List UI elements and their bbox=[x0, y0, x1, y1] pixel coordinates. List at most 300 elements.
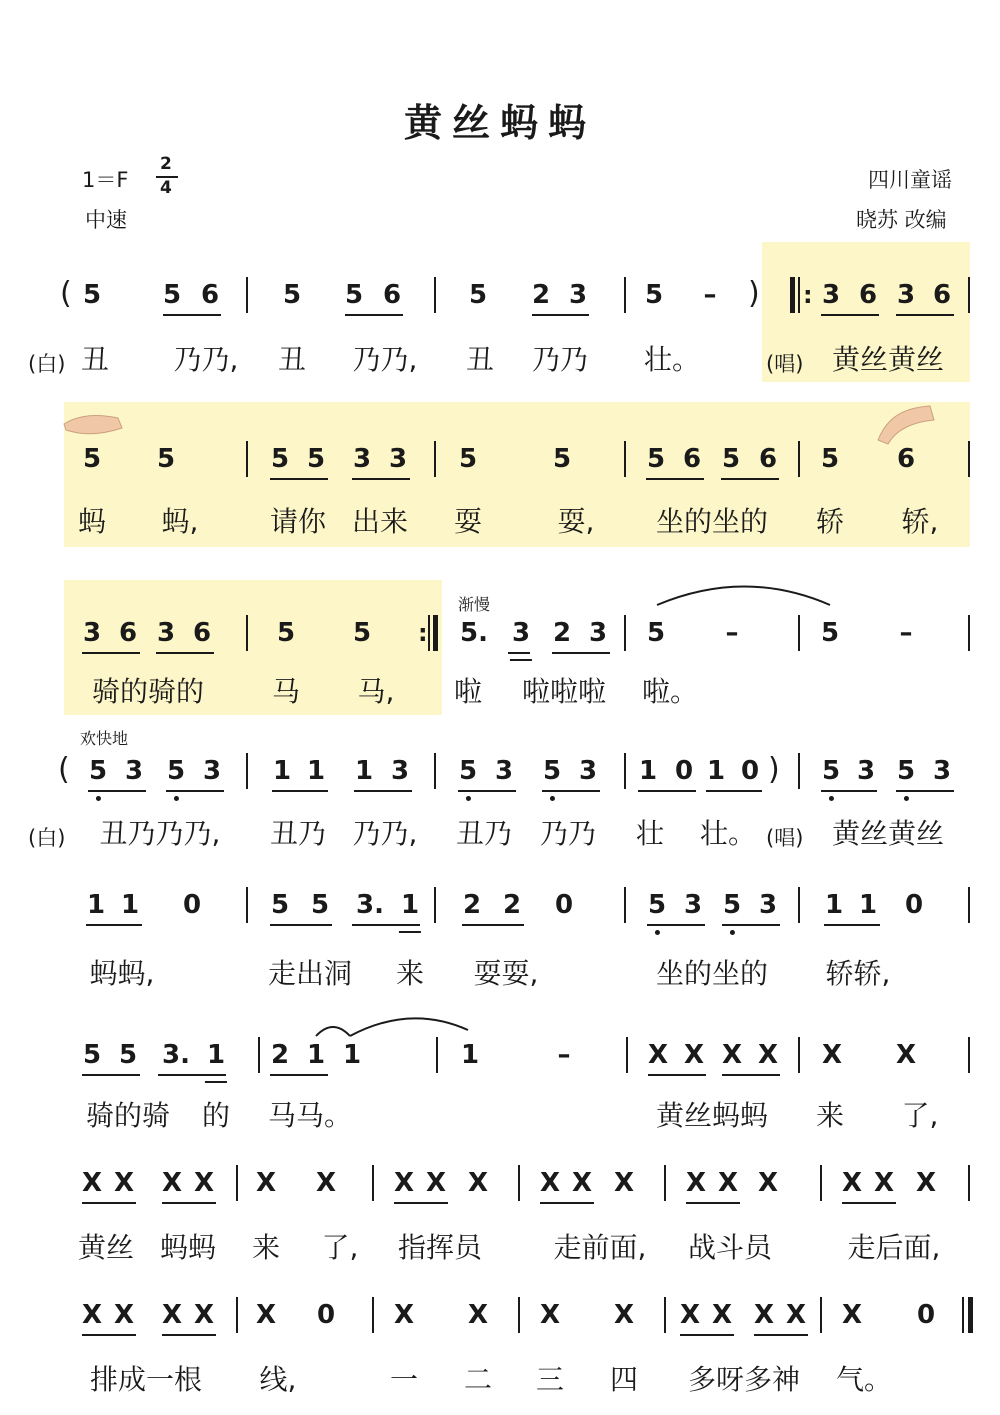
note: 3 bbox=[758, 890, 778, 920]
note: 3 bbox=[821, 280, 841, 310]
note: 5 bbox=[306, 444, 326, 474]
note: 1 bbox=[207, 1040, 225, 1070]
rhythm-x: X bbox=[717, 1168, 739, 1198]
notation-row bbox=[0, 890, 1000, 930]
rhythm-x: X bbox=[193, 1300, 215, 1330]
note: 5 bbox=[276, 618, 296, 648]
rhythm-x: X bbox=[81, 1168, 103, 1198]
lyric: 来 bbox=[815, 1099, 845, 1132]
note: 3 bbox=[856, 756, 876, 786]
note: 1 bbox=[120, 890, 140, 920]
rhythm-x: X bbox=[821, 1040, 843, 1070]
rhythm-x: X bbox=[683, 1040, 705, 1070]
lyric: 黄丝黄丝 bbox=[832, 343, 945, 376]
double-underline bbox=[510, 659, 532, 661]
note: 5 bbox=[352, 618, 372, 648]
beam bbox=[680, 1334, 734, 1336]
barline bbox=[372, 1165, 374, 1201]
barline bbox=[372, 1297, 374, 1333]
barline bbox=[968, 1037, 970, 1073]
lyric: 出来 bbox=[351, 505, 409, 538]
barline bbox=[820, 1297, 822, 1333]
notation-row bbox=[0, 444, 1000, 484]
tempo-mark-gradual-slow: 渐慢 bbox=[458, 595, 491, 614]
lyric-row bbox=[0, 1100, 1000, 1140]
time-signature-bottom: 4 bbox=[160, 178, 172, 198]
close-paren: ) bbox=[748, 276, 760, 311]
note: 1 bbox=[858, 890, 878, 920]
note: 5 bbox=[282, 280, 302, 310]
note: 5 bbox=[552, 444, 572, 474]
note: 6 bbox=[118, 618, 138, 648]
beam bbox=[162, 1202, 216, 1204]
beam bbox=[821, 314, 879, 316]
beam bbox=[352, 478, 410, 480]
lyric: 马 bbox=[271, 675, 301, 708]
note: 3 bbox=[202, 756, 222, 786]
beam bbox=[821, 790, 877, 792]
rhythm-x: X bbox=[685, 1168, 707, 1198]
beam bbox=[540, 1202, 594, 1204]
barline bbox=[246, 615, 248, 651]
notation-row bbox=[0, 618, 1000, 658]
barline bbox=[434, 277, 436, 313]
beam bbox=[896, 790, 954, 792]
lyric: 壮。 bbox=[699, 817, 757, 850]
lyric: 丑 bbox=[80, 343, 110, 376]
key-signature: 1＝F bbox=[82, 168, 129, 192]
beam bbox=[270, 1074, 328, 1076]
rhythm-x: X bbox=[711, 1300, 733, 1330]
lyric: 马马。 bbox=[267, 1099, 353, 1132]
lyric: 耍, bbox=[557, 505, 595, 538]
beam bbox=[462, 924, 524, 926]
note: 5 bbox=[646, 444, 666, 474]
lyric: 耍 bbox=[453, 505, 483, 538]
lyric: 一 bbox=[389, 1363, 419, 1396]
barline bbox=[624, 887, 626, 923]
beam bbox=[754, 1334, 808, 1336]
note: 3 bbox=[388, 444, 408, 474]
lyric: 啦 bbox=[453, 675, 483, 708]
lyric: 战斗员 bbox=[687, 1231, 773, 1264]
lyric: 耍耍, bbox=[473, 957, 539, 990]
lyric: 来 bbox=[251, 1231, 281, 1264]
barline bbox=[798, 615, 800, 651]
beam bbox=[532, 314, 589, 316]
notation-row bbox=[0, 1168, 1000, 1208]
rhythm-x: X bbox=[613, 1168, 635, 1198]
double-underline bbox=[399, 931, 421, 933]
rhythm-x: X bbox=[571, 1168, 593, 1198]
barline bbox=[664, 1297, 666, 1333]
lyric: 马, bbox=[357, 675, 395, 708]
beam bbox=[166, 790, 224, 792]
beam bbox=[163, 314, 221, 316]
note: 6 bbox=[758, 444, 778, 474]
beam bbox=[88, 790, 146, 792]
rhythm-x: X bbox=[841, 1300, 863, 1330]
barline bbox=[434, 753, 436, 789]
rhythm-x: X bbox=[81, 1300, 103, 1330]
pointing-hand-right bbox=[878, 406, 934, 444]
beam bbox=[158, 1074, 226, 1076]
note: 5 bbox=[723, 890, 741, 920]
repeat-barline bbox=[790, 277, 795, 313]
open-paren: ( bbox=[60, 276, 72, 311]
note: 5 bbox=[646, 618, 666, 648]
beam bbox=[722, 924, 780, 926]
lyric: 来 bbox=[395, 957, 425, 990]
lyric: 四 bbox=[609, 1363, 639, 1396]
dash: – bbox=[725, 618, 739, 648]
barline bbox=[798, 753, 800, 789]
lyric: 轿, bbox=[901, 505, 939, 538]
lyric: 啦。 bbox=[641, 675, 699, 708]
rhythm-x: X bbox=[255, 1300, 277, 1330]
note: 5 bbox=[156, 444, 176, 474]
lyric: 蚂蚂 bbox=[159, 1231, 217, 1264]
rhythm-x: X bbox=[753, 1300, 775, 1330]
repeat-barline bbox=[433, 615, 438, 651]
lyric: 黄丝 bbox=[77, 1231, 135, 1264]
note: 5 bbox=[644, 280, 664, 310]
barline bbox=[246, 887, 248, 923]
barline bbox=[434, 441, 436, 477]
barline bbox=[246, 753, 248, 789]
rhythm-x: X bbox=[757, 1168, 779, 1198]
lyric: 走出洞 bbox=[267, 957, 353, 990]
rhythm-x: X bbox=[467, 1168, 489, 1198]
lyric: 指挥员 bbox=[397, 1231, 483, 1264]
barline bbox=[518, 1297, 520, 1333]
note: 0 bbox=[674, 756, 694, 786]
rhythm-x: X bbox=[113, 1300, 135, 1330]
note: 2 bbox=[531, 280, 551, 310]
note: 5 bbox=[458, 444, 478, 474]
note: 6 bbox=[192, 618, 212, 648]
dash: – bbox=[899, 618, 913, 648]
spoken-label: (白) bbox=[28, 826, 66, 850]
lyric: 的 bbox=[201, 1099, 231, 1132]
beam bbox=[508, 652, 530, 654]
tempo-label: 中速 bbox=[85, 208, 127, 232]
note: 3 bbox=[82, 618, 102, 648]
open-paren: ( bbox=[58, 752, 70, 787]
note: 6 bbox=[682, 444, 702, 474]
repeat-barline bbox=[428, 615, 430, 651]
lyric: 蚂 bbox=[77, 505, 107, 538]
lyric: 乃乃 bbox=[531, 343, 589, 376]
rhythm-x: X bbox=[161, 1168, 183, 1198]
barline bbox=[968, 887, 970, 923]
beam bbox=[824, 924, 880, 926]
sung-label: (唱) bbox=[766, 826, 804, 850]
note: 1 bbox=[638, 756, 658, 786]
note: 5 bbox=[822, 756, 840, 786]
pointing-hand-left bbox=[64, 416, 122, 434]
rhythm-x: X bbox=[393, 1300, 415, 1330]
rhythm-x: X bbox=[425, 1168, 447, 1198]
rhythm-x: X bbox=[895, 1040, 917, 1070]
rhythm-x: X bbox=[539, 1168, 561, 1198]
note: 5 bbox=[82, 1040, 102, 1070]
note: 6 bbox=[932, 280, 952, 310]
rhythm-x: X bbox=[785, 1300, 807, 1330]
beam bbox=[82, 1202, 136, 1204]
lyric-row bbox=[0, 344, 1000, 384]
barline bbox=[246, 441, 248, 477]
lyric: 骑的骑 bbox=[85, 1099, 171, 1132]
rhythm-x: X bbox=[721, 1040, 743, 1070]
barline bbox=[968, 277, 970, 313]
beam bbox=[270, 478, 328, 480]
beam bbox=[354, 790, 412, 792]
note: 3. bbox=[356, 890, 384, 920]
note: 3 bbox=[683, 890, 703, 920]
note: 3 bbox=[124, 756, 144, 786]
beam bbox=[86, 924, 142, 926]
note: 1 bbox=[306, 1040, 326, 1070]
lyric: 三 bbox=[535, 1363, 565, 1396]
note: 5 bbox=[468, 280, 488, 310]
rest: 0 bbox=[316, 1300, 336, 1330]
dash: – bbox=[703, 280, 717, 310]
repeat-dots: : bbox=[418, 619, 428, 647]
lyric: 线, bbox=[259, 1363, 297, 1396]
note: 1 bbox=[354, 756, 374, 786]
note: 5 bbox=[648, 890, 666, 920]
lyric: 黄丝蚂蚂 bbox=[655, 1099, 769, 1132]
beam bbox=[706, 790, 762, 792]
note: 0 bbox=[554, 890, 574, 920]
notation-row bbox=[0, 752, 1000, 796]
lyric: 气。 bbox=[835, 1363, 893, 1396]
note: 6 bbox=[896, 444, 916, 474]
barline bbox=[968, 441, 970, 477]
note: 1 bbox=[272, 756, 292, 786]
note: 1 bbox=[460, 1040, 480, 1070]
slur bbox=[316, 1027, 350, 1036]
lyric: 壮 bbox=[635, 817, 665, 850]
lyric: 坐的坐的 bbox=[655, 957, 769, 990]
note: 3 bbox=[896, 280, 916, 310]
notation-row bbox=[0, 1040, 1000, 1080]
barline bbox=[236, 1165, 238, 1201]
beam bbox=[82, 1074, 140, 1076]
note: 0 bbox=[182, 890, 202, 920]
lyric-row bbox=[0, 676, 1000, 716]
barline bbox=[968, 615, 970, 651]
rhythm-x: X bbox=[315, 1168, 337, 1198]
lyric-row bbox=[0, 506, 1000, 546]
lyric: 骑的骑的 bbox=[91, 675, 205, 708]
barline bbox=[518, 1165, 520, 1201]
barline bbox=[664, 1165, 666, 1201]
note: 5 bbox=[820, 618, 840, 648]
beam bbox=[156, 652, 214, 654]
lyric: 丑 bbox=[277, 343, 307, 376]
note: 1 bbox=[706, 756, 726, 786]
rhythm-x: X bbox=[255, 1168, 277, 1198]
rhythm-x: X bbox=[679, 1300, 701, 1330]
barline bbox=[968, 1165, 970, 1201]
barline bbox=[798, 1037, 800, 1073]
rhythm-x: X bbox=[113, 1168, 135, 1198]
barline bbox=[626, 1037, 628, 1073]
note: 2 bbox=[462, 890, 482, 920]
beam bbox=[82, 1334, 136, 1336]
barline bbox=[798, 441, 800, 477]
barline bbox=[624, 615, 626, 651]
lyric-row bbox=[0, 1364, 1000, 1404]
note: 6 bbox=[382, 280, 402, 310]
rhythm-x: X bbox=[193, 1168, 215, 1198]
double-underline bbox=[205, 1081, 227, 1083]
lyric: 丑 bbox=[465, 343, 495, 376]
repeat-barline bbox=[798, 277, 800, 313]
note: 5 bbox=[270, 890, 290, 920]
lyric: 壮。 bbox=[643, 343, 701, 376]
note: 3 bbox=[494, 756, 514, 786]
rhythm-x: X bbox=[613, 1300, 635, 1330]
lyric: 坐的坐的 bbox=[655, 505, 769, 538]
rhythm-x: X bbox=[393, 1168, 415, 1198]
lyric: 啦啦啦 bbox=[521, 675, 607, 708]
note: 3 bbox=[932, 756, 952, 786]
beam bbox=[82, 652, 140, 654]
arranger-label: 晓苏 改编 bbox=[856, 208, 947, 232]
beam bbox=[648, 1074, 706, 1076]
spoken-label: (白) bbox=[28, 352, 66, 376]
note: 5 bbox=[543, 756, 561, 786]
note: 3. bbox=[162, 1040, 190, 1070]
rhythm-x: X bbox=[873, 1168, 895, 1198]
note: 5 bbox=[897, 756, 915, 786]
lyric: 乃乃 bbox=[539, 817, 597, 850]
beam bbox=[646, 478, 704, 480]
lyric: 乃乃, bbox=[352, 817, 418, 850]
note: 2 bbox=[552, 618, 572, 648]
note: 5 bbox=[167, 756, 185, 786]
note: 3 bbox=[588, 618, 608, 648]
note: 5 bbox=[270, 444, 290, 474]
note: 3 bbox=[156, 618, 176, 648]
note: 5 bbox=[459, 756, 477, 786]
note: 1 bbox=[306, 756, 326, 786]
beam bbox=[896, 314, 954, 316]
rhythm-x: X bbox=[161, 1300, 183, 1330]
barline bbox=[246, 277, 248, 313]
note: 1 bbox=[824, 890, 844, 920]
note: 3 bbox=[568, 280, 588, 310]
lyric: 多呀多神 bbox=[687, 1363, 801, 1396]
barline bbox=[436, 1037, 438, 1073]
final-barline bbox=[962, 1297, 964, 1333]
final-barline bbox=[968, 1297, 973, 1333]
note: 5 bbox=[89, 756, 107, 786]
note: 5 bbox=[162, 280, 182, 310]
note: 2 bbox=[502, 890, 522, 920]
barline bbox=[624, 277, 626, 313]
note: 5 bbox=[82, 280, 102, 310]
barline bbox=[258, 1037, 260, 1073]
repeat-dots: : bbox=[803, 281, 813, 309]
lyric-row bbox=[0, 818, 1000, 858]
rhythm-x: X bbox=[539, 1300, 561, 1330]
rhythm-x: X bbox=[757, 1040, 779, 1070]
lyric: 轿 bbox=[815, 505, 845, 538]
beam bbox=[458, 790, 516, 792]
lyric: 二 bbox=[463, 1363, 493, 1396]
lyric: 乃乃, bbox=[352, 343, 418, 376]
note: 1 bbox=[342, 1040, 362, 1070]
beam bbox=[721, 478, 779, 480]
beam bbox=[638, 790, 696, 792]
lyric: 了, bbox=[321, 1231, 359, 1264]
note: 5 bbox=[344, 280, 364, 310]
page-title: 黄丝蚂蚂 bbox=[403, 101, 596, 145]
barline bbox=[434, 887, 436, 923]
note: 3 bbox=[512, 618, 530, 648]
lyric: 请你 bbox=[269, 505, 327, 538]
rhythm-x: X bbox=[467, 1300, 489, 1330]
note: 5. bbox=[460, 618, 488, 648]
lyric: 走后面, bbox=[847, 1231, 941, 1264]
note: 1 bbox=[401, 890, 419, 920]
lyric-row bbox=[0, 958, 1000, 998]
note: 0 bbox=[904, 890, 924, 920]
beam bbox=[542, 790, 600, 792]
dash: – bbox=[557, 1040, 571, 1070]
note: 3 bbox=[578, 756, 598, 786]
notation-row bbox=[0, 276, 1000, 320]
beam bbox=[270, 924, 332, 926]
rhythm-x: X bbox=[915, 1168, 937, 1198]
lyric: 蚂蚂, bbox=[89, 957, 155, 990]
beam bbox=[352, 924, 420, 926]
note: 5 bbox=[82, 444, 102, 474]
sung-label: (唱) bbox=[766, 352, 804, 376]
note: 3 bbox=[352, 444, 372, 474]
beam bbox=[647, 924, 705, 926]
close-paren: ) bbox=[768, 752, 780, 787]
lyric: 蚂, bbox=[161, 505, 199, 538]
beam bbox=[722, 1074, 780, 1076]
note: 5 bbox=[820, 444, 840, 474]
tempo-mark-lively: 欢快地 bbox=[80, 729, 129, 748]
lyric: 丑乃 bbox=[269, 817, 327, 850]
beam bbox=[686, 1202, 740, 1204]
slur bbox=[350, 1018, 468, 1036]
note: 6 bbox=[858, 280, 878, 310]
note: 1 bbox=[86, 890, 106, 920]
lyric: 丑乃乃乃, bbox=[99, 817, 221, 850]
beam bbox=[842, 1202, 896, 1204]
note: 0 bbox=[740, 756, 760, 786]
slur bbox=[657, 587, 830, 606]
barline bbox=[798, 887, 800, 923]
lyric: 了, bbox=[901, 1099, 939, 1132]
source-label: 四川童谣 bbox=[868, 168, 952, 192]
note: 6 bbox=[200, 280, 220, 310]
beam bbox=[162, 1334, 216, 1336]
lyric: 轿轿, bbox=[825, 957, 891, 990]
lyric: 乃乃, bbox=[173, 343, 239, 376]
barline bbox=[624, 753, 626, 789]
lyric-row bbox=[0, 1232, 1000, 1272]
lyric: 黄丝黄丝 bbox=[832, 817, 945, 850]
